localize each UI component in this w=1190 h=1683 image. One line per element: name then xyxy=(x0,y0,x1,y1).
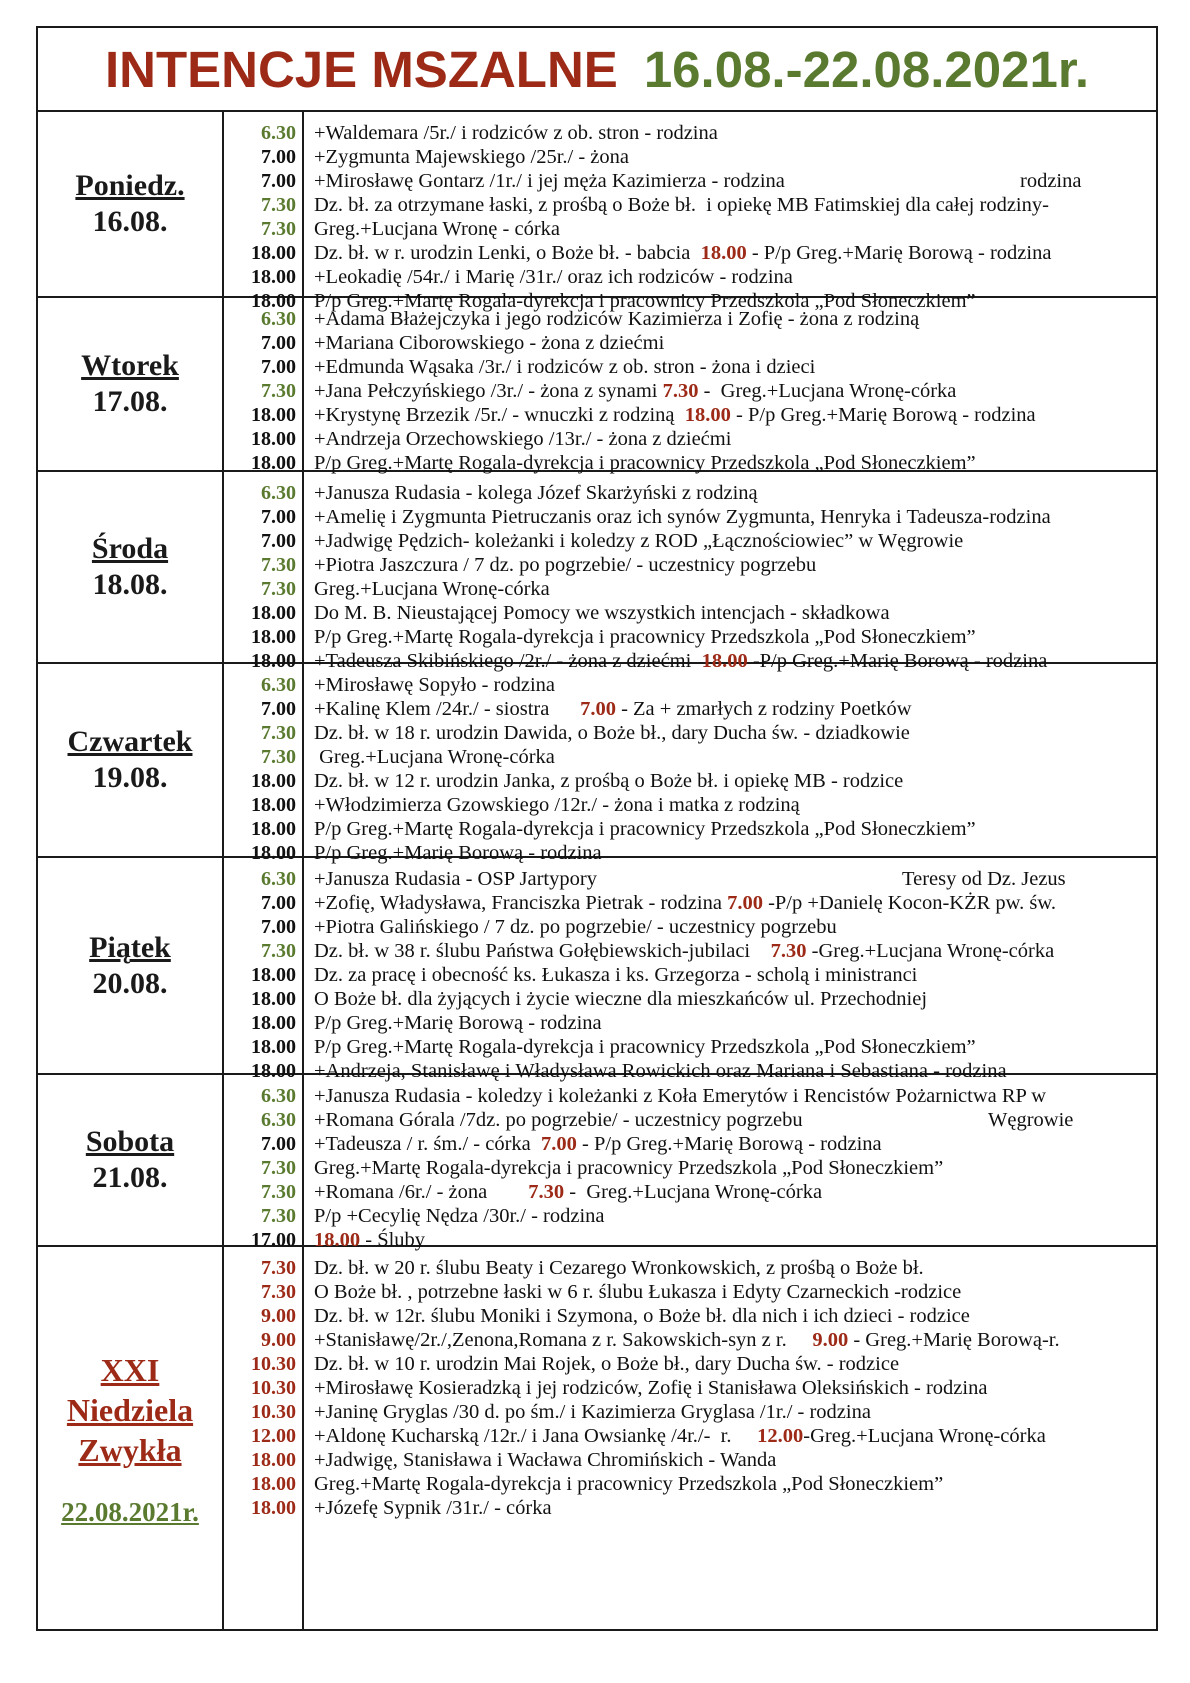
intention-text: +Mirosławę Kosieradzką i jej rodziców, Zofię i Stanisława Oleksińskich - rodzina xyxy=(314,1377,988,1399)
day-label xyxy=(38,858,224,1073)
intention-line xyxy=(314,817,1150,841)
extra-mass-time: 7.00 xyxy=(580,698,616,720)
day-label xyxy=(38,112,224,296)
intention-text-extra: -Greg.+Lucjana Wronę-córka xyxy=(806,940,1055,962)
intention-line xyxy=(314,1400,1150,1424)
day-label xyxy=(38,664,224,856)
intention-line xyxy=(314,697,1150,721)
intention-text-extra: - Za + zmarłych z rodziny Poetków xyxy=(615,698,912,720)
mass-time: 7.30 xyxy=(261,194,296,216)
intentions xyxy=(314,298,1150,479)
intention-text: +Aldonę Kucharską /12r./ i Jana Owsiankę /4r./- r. xyxy=(314,1425,758,1447)
intention-line xyxy=(314,939,1150,963)
intention-text: P/p Greg.+Martę Rogala-dyrekcja i pracownicy Przedszkola „Pod Słoneczkiem” xyxy=(314,452,976,474)
day-label xyxy=(38,472,224,662)
intention-text: +Piotra Galińskiego / 7 dz. po pogrzebie/ - uczestnicy pogrzebu xyxy=(314,916,837,938)
intentions xyxy=(314,472,1150,671)
intention-line xyxy=(314,169,1150,193)
mass-time: 18.00 xyxy=(251,428,296,450)
intention-text: +Tadeusza Skibińskiego /2r./ - żona z dziećmi xyxy=(314,650,702,672)
title-main: INTENCJE MSZALNE xyxy=(104,41,618,98)
intention-line xyxy=(314,867,1150,891)
mass-times xyxy=(224,112,304,312)
intention-text: +Amelię i Zygmunta Pietruczanis oraz ich synów Zygmunta, Henryka i Tadeusza-rodzina xyxy=(314,506,1051,528)
intention-text: Greg.+Lucjana Wronę-córka xyxy=(314,746,555,768)
mass-time: 10.30 xyxy=(251,1353,296,1375)
intention-text: Dz. bł. w 12 r. urodzin Janka, z prośbą o Boże bł. i opiekę MB - rodzice xyxy=(314,770,904,792)
mass-time: 7.00 xyxy=(261,332,296,354)
day-name: Wtorek xyxy=(81,349,179,382)
intention-line xyxy=(314,145,1150,169)
mass-time: 7.30 xyxy=(261,1281,296,1303)
mass-time: 18.00 xyxy=(251,242,296,264)
mass-time: 7.30 xyxy=(261,554,296,576)
extra-mass-time: 7.00 xyxy=(541,1133,577,1155)
intention-text-extra: - Greg.+Lucjana Wronę-córka xyxy=(564,1181,823,1203)
mass-time: 7.30 xyxy=(261,1157,296,1179)
intention-text: +Romana /6r./ - żona xyxy=(314,1181,529,1203)
intention-text: +Janinę Gryglas /30 d. po śm./ i Kazimierza Gryglasa /1r./ - rodzina xyxy=(314,1401,871,1423)
extra-mass-time: 18.00 xyxy=(700,242,747,264)
extra-mass-time: 7.00 xyxy=(727,892,763,914)
intention-text: Dz. bł. w r. urodzin Lenki, o Boże bł. - babcia xyxy=(314,242,701,264)
mass-time: 18.00 xyxy=(251,1449,296,1471)
intention-text-extra: - P/p Greg.+Marię Borową - rodzina xyxy=(746,242,1052,264)
intention-line xyxy=(314,1280,1150,1304)
title-dates: 16.08.-22.08.2021r. xyxy=(643,41,1090,98)
intention-text: +Krystynę Brzezik /5r./ - wnuczki z rodziną xyxy=(314,404,685,426)
intention-line xyxy=(314,987,1150,1011)
intention-line xyxy=(314,915,1150,939)
mass-time: 7.30 xyxy=(261,380,296,402)
intention-text: Greg.+Lucjana Wronę - córka xyxy=(314,218,560,240)
intention-text: P/p Greg.+Martę Rogala-dyrekcja i pracownicy Przedszkola „Pod Słoneczkiem” xyxy=(314,626,976,648)
intention-text: +Tadeusza / r. śm./ - córka xyxy=(314,1133,542,1155)
mass-time: 18.00 xyxy=(251,1497,296,1519)
day-label xyxy=(38,298,224,470)
mass-time: 6.30 xyxy=(261,1085,296,1107)
intention-text: +Waldemara /5r./ i rodziców z ob. stron - rodzina xyxy=(314,122,718,144)
day-name: Środa xyxy=(91,532,169,565)
mass-time: 7.30 xyxy=(261,218,296,240)
extra-mass-time: 7.30 xyxy=(662,380,699,402)
intention-text: P/p Greg.+Martę Rogala-dyrekcja i pracownicy Przedszkola „Pod Słoneczkiem” xyxy=(314,1036,976,1058)
intention-text: Dz. bł. w 20 r. ślubu Beaty i Cezarego Wronkowskich, z prośbą o Boże bł. xyxy=(314,1257,924,1279)
intention-text: Dz. bł. za otrzymane łaski, z prośbą o Boże bł. i opiekę MB Fatimskiej dla całej rodziny- xyxy=(314,194,1049,216)
mass-time: 18.00 xyxy=(251,626,296,648)
day-date: 22.08.2021r. xyxy=(61,1496,199,1527)
intention-line xyxy=(314,793,1150,817)
mass-time: 18.00 xyxy=(251,818,296,840)
intention-text: Do M. B. Nieustającej Pomocy we wszystkich intencjach - składkowa xyxy=(314,602,890,624)
day-row xyxy=(38,298,1156,472)
intention-text: +Andrzeja, Stanisławę i Władysława Rowickich oraz Mariana i Sebastiana - rodzina xyxy=(314,1060,1007,1082)
intention-line xyxy=(314,355,1150,379)
intention-line xyxy=(314,529,1150,553)
mass-time: 18.00 xyxy=(251,1060,296,1082)
mass-time: 7.30 xyxy=(261,746,296,768)
intention-line xyxy=(314,721,1150,745)
intention-line xyxy=(314,1448,1150,1472)
intention-text: +Jadwigę, Stanisława i Wacława Chromińskich - Wanda xyxy=(314,1449,777,1471)
intention-text: +Mirosławę Gontarz /1r./ i jej męża Kazimierza - rodzina xyxy=(314,170,785,192)
intention-line xyxy=(314,1496,1150,1520)
mass-time: 18.00 xyxy=(251,988,296,1010)
intention-text-extra: - Śluby xyxy=(360,1229,426,1251)
intention-line xyxy=(314,625,1150,649)
day-row xyxy=(38,112,1156,312)
intention-line xyxy=(314,403,1150,427)
extra-mass-time: 9.00 xyxy=(812,1329,849,1351)
extra-mass-time: 18.00 xyxy=(701,650,748,672)
mass-time: 6.30 xyxy=(261,674,296,696)
sunday-name xyxy=(67,1350,193,1470)
intention-text: Dz. bł. w 10 r. urodzin Mai Rojek, o Boże bł., dary Ducha św. - rodzice xyxy=(314,1353,900,1375)
intention-text: +Leokadię /54r./ i Marię /31r./ oraz ich rodziców - rodzina xyxy=(314,266,793,288)
mass-time: 12.00 xyxy=(251,1425,296,1447)
day-name: Czwartek xyxy=(67,725,193,758)
intention-text: Dz. bł. w 18 r. urodzin Dawida, o Boże bł., dary Ducha św. - dziadkowie xyxy=(314,722,910,744)
intention-line xyxy=(314,241,1150,265)
intention-text: +Jadwigę Pędzich- koleżanki i koledzy z ROD „Łącznościowiec” w Węgrowie xyxy=(314,530,964,552)
intention-line xyxy=(314,193,1150,217)
day-row xyxy=(38,472,1156,672)
extra-mass-time: 7.30 xyxy=(770,940,807,962)
intention-text: P/p Greg.+Marię Borową - rodzina xyxy=(314,1012,602,1034)
mass-time: 7.30 xyxy=(261,578,296,600)
intention-text: Greg.+Martę Rogala-dyrekcja i pracownicy Przedszkola „Pod Słoneczkiem” xyxy=(314,1473,944,1495)
intention-line xyxy=(314,1256,1150,1280)
extra-mass-time: 18.00 xyxy=(314,1229,361,1251)
mass-time: 7.30 xyxy=(261,1205,296,1227)
mass-time: 7.30 xyxy=(261,1181,296,1203)
intention-line xyxy=(314,1011,1150,1035)
intention-line xyxy=(314,1132,1150,1156)
mass-time: 18.00 xyxy=(251,1012,296,1034)
intentions xyxy=(314,664,1150,865)
intention-text: +Janusza Rudasia - OSP Jartypory xyxy=(314,868,597,890)
intention-line xyxy=(314,673,1150,697)
intention-line xyxy=(314,265,1150,289)
intention-text: +Romana Górala /7dz. po pogrzebie/ - uczestnicy pogrzebu xyxy=(314,1109,803,1131)
day-date: 17.08. xyxy=(92,385,168,418)
day-label xyxy=(38,1247,224,1631)
intention-text: +Zygmunta Majewskiego /25r./ - żona xyxy=(314,146,630,168)
intention-line xyxy=(314,1328,1150,1352)
intention-line xyxy=(314,577,1150,601)
mass-time: 18.00 xyxy=(251,794,296,816)
intention-text: +Jana Pełczyńskiego /3r./ - żona z synami xyxy=(314,380,663,402)
intention-line xyxy=(314,121,1150,145)
intention-text-extra: - P/p Greg.+Marię Borową - rodzina xyxy=(730,404,1036,426)
mass-time: 6.30 xyxy=(261,868,296,890)
intention-text: +Piotra Jaszczura / 7 dz. po pogrzebie/ - uczestnicy pogrzebu xyxy=(314,554,817,576)
intention-line xyxy=(314,1084,1150,1108)
intention-text: +Edmunda Wąsaka /3r./ i rodziców z ob. stron - żona i dzieci xyxy=(314,356,816,378)
intention-line xyxy=(314,745,1150,769)
sunday-name-line: Zwykła xyxy=(78,1431,182,1468)
intention-text: +Józefę Sypnik /31r./ - córka xyxy=(314,1497,552,1519)
day-name: Poniedz. xyxy=(75,169,185,202)
intention-line xyxy=(314,1352,1150,1376)
intention-line xyxy=(314,553,1150,577)
mass-time: 6.30 xyxy=(261,1109,296,1131)
mass-time: 7.00 xyxy=(261,170,296,192)
mass-times xyxy=(224,1075,304,1251)
day-row xyxy=(38,1075,1156,1251)
mass-time: 7.00 xyxy=(261,506,296,528)
mass-time: 18.00 xyxy=(251,290,296,312)
intention-text: +Janusza Rudasia - koledzy i koleżanki z Koła Emerytów i Rencistów Pożarnictwa RP w xyxy=(314,1085,1047,1107)
intention-text-extra: - Greg.+Marię Borową-r. xyxy=(848,1329,1060,1351)
extra-mass-time: 12.00 xyxy=(757,1425,804,1447)
sunday-name-line: Niedziela xyxy=(66,1391,194,1428)
intention-text-extra: -P/p Greg.+Marię Borową - rodzina xyxy=(747,650,1048,672)
intention-line xyxy=(314,331,1150,355)
intention-text: Greg.+Martę Rogala-dyrekcja i pracownicy Przedszkola „Pod Słoneczkiem” xyxy=(314,1157,944,1179)
day-row xyxy=(38,858,1156,1082)
mass-time: 7.30 xyxy=(261,1257,296,1279)
extra-mass-time: 7.30 xyxy=(528,1181,565,1203)
continued-text: Teresy od Dz. Jezus xyxy=(902,868,1066,890)
mass-time: 7.00 xyxy=(261,146,296,168)
mass-time: 18.00 xyxy=(251,1473,296,1495)
day-date: 19.08. xyxy=(92,761,168,794)
intention-line xyxy=(314,1180,1150,1204)
intention-line xyxy=(314,1035,1150,1059)
mass-time: 9.00 xyxy=(261,1329,296,1351)
intention-text: +Mariana Ciborowskiego - żona z dziećmi xyxy=(314,332,665,354)
day-name: Piątek xyxy=(89,930,171,964)
intention-text: P/p Greg.+Martę Rogala-dyrekcja i pracownicy Przedszkola „Pod Słoneczkiem” xyxy=(314,290,976,312)
mass-time: 7.00 xyxy=(261,530,296,552)
intention-text: +Janusza Rudasia - kolega Józef Skarżyński z rodziną xyxy=(314,482,758,504)
mass-times xyxy=(224,1247,304,1631)
intention-text: +Adama Błażejczyka i jego rodziców Kazimierza i Zofię - żona z rodziną xyxy=(314,308,920,330)
intention-text-extra: -Greg.+Lucjana Wronę-córka xyxy=(803,1425,1046,1447)
intention-text: +Kalinę Klem /24r./ - siostra xyxy=(314,698,581,720)
page-title xyxy=(38,28,1156,112)
intention-line xyxy=(314,963,1150,987)
intention-text: +Stanisławę/2r./,Zenona,Romana z r. Sakowskich-syn z r. xyxy=(314,1329,813,1351)
mass-time: 10.30 xyxy=(251,1377,296,1399)
mass-time: 18.00 xyxy=(251,842,296,864)
intention-text: P/p +Cecylię Nędza /30r./ - rodzina xyxy=(314,1205,605,1227)
intention-text: Dz. za pracę i obecność ks. Łukasza i ks. Grzegorza - scholą i ministranci xyxy=(314,964,918,986)
mass-times xyxy=(224,472,304,672)
continued-text: rodzina xyxy=(1020,170,1082,192)
intentions xyxy=(314,1075,1150,1254)
intention-text-extra: - Greg.+Lucjana Wronę-córka xyxy=(698,380,957,402)
intention-text: P/p Greg.+Martę Rogala-dyrekcja i pracownicy Przedszkola „Pod Słoneczkiem” xyxy=(314,818,976,840)
intention-line xyxy=(314,1424,1150,1448)
intention-text: +Włodzimierza Gzowskiego /12r./ - żona i matka z rodziną xyxy=(314,794,800,816)
intention-text-extra: -P/p +Danielę Kocon-KŻR pw. św. xyxy=(762,892,1056,914)
day-row xyxy=(38,664,1156,864)
mass-time: 7.00 xyxy=(261,356,296,378)
intention-text: O Boże bł. , potrzebne łaski w 6 r. ślubu Łukasza i Edyty Czarneckich -rodzice xyxy=(314,1281,962,1303)
intention-line xyxy=(314,1304,1150,1328)
intention-line xyxy=(314,505,1150,529)
intention-line xyxy=(314,1472,1150,1496)
intention-text: Dz. bł. w 12r. ślubu Moniki i Szymona, o Boże bł. dla nich i ich dzieci - rodzice xyxy=(314,1305,970,1327)
mass-time: 18.00 xyxy=(251,1036,296,1058)
intention-line xyxy=(314,379,1150,403)
intention-text: +Zofię, Władysława, Franciszka Pietrak - rodzina xyxy=(314,892,728,914)
mass-time: 18.00 xyxy=(251,650,296,672)
mass-times xyxy=(224,664,304,864)
mass-time: 7.00 xyxy=(261,698,296,720)
intention-line xyxy=(314,481,1150,505)
mass-time: 7.30 xyxy=(261,722,296,744)
intention-text: +Mirosławę Sopyło - rodzina xyxy=(314,674,556,696)
day-date: 21.08. xyxy=(92,1161,168,1194)
intention-text: O Boże bł. dla żyjących i życie wieczne dla mieszkańców ul. Przechodniej xyxy=(314,988,928,1010)
mass-time: 18.00 xyxy=(251,964,296,986)
mass-time: 6.30 xyxy=(261,122,296,144)
intention-line xyxy=(314,1108,1150,1132)
mass-times xyxy=(224,298,304,474)
intention-line xyxy=(314,769,1150,793)
mass-time: 7.00 xyxy=(261,1133,296,1155)
intentions xyxy=(314,112,1150,312)
mass-time: 10.30 xyxy=(251,1401,296,1423)
intention-line xyxy=(314,1156,1150,1180)
mass-time: 7.00 xyxy=(261,916,296,938)
day-name: Sobota xyxy=(85,1125,175,1158)
intention-text: Dz. bł. w 38 r. ślubu Państwa Gołębiewskich-jubilaci xyxy=(314,940,771,962)
mass-time: 6.30 xyxy=(261,482,296,504)
mass-time: 18.00 xyxy=(251,404,296,426)
day-date: 20.08. xyxy=(92,966,168,1000)
intention-line xyxy=(314,1376,1150,1400)
mass-time: 9.00 xyxy=(261,1305,296,1327)
extra-mass-time: 18.00 xyxy=(684,404,731,426)
intention-line xyxy=(314,1204,1150,1228)
intention-text: P/p Greg.+Marię Borową - rodzina xyxy=(314,842,602,864)
mass-time: 17.00 xyxy=(251,1229,296,1251)
intention-text: Greg.+Lucjana Wronę-córka xyxy=(314,578,550,600)
intentions xyxy=(314,858,1150,1082)
day-date: 18.08. xyxy=(92,568,168,601)
mass-times xyxy=(224,858,304,1082)
mass-time: 7.00 xyxy=(261,892,296,914)
sunday-name-line: XXI xyxy=(100,1351,160,1388)
mass-time: 18.00 xyxy=(251,266,296,288)
intention-text-extra: - P/p Greg.+Marię Borową - rodzina xyxy=(576,1133,882,1155)
mass-time: 18.00 xyxy=(251,770,296,792)
intentions xyxy=(314,1247,1150,1640)
mass-time: 6.30 xyxy=(261,308,296,330)
intention-text: +Andrzeja Orzechowskiego /13r./ - żona z dziećmi xyxy=(314,428,732,450)
day-label xyxy=(38,1075,224,1245)
intention-line xyxy=(314,601,1150,625)
intention-line xyxy=(314,427,1150,451)
continued-text: Węgrowie xyxy=(988,1109,1074,1131)
mass-time: 7.30 xyxy=(261,940,296,962)
intention-line xyxy=(314,307,1150,331)
schedule-sheet xyxy=(36,26,1158,1631)
day-date: 16.08. xyxy=(92,205,168,238)
intention-line xyxy=(314,217,1150,241)
mass-time: 18.00 xyxy=(251,452,296,474)
mass-time: 18.00 xyxy=(251,602,296,624)
day-row xyxy=(38,1247,1156,1631)
intention-line xyxy=(314,891,1150,915)
